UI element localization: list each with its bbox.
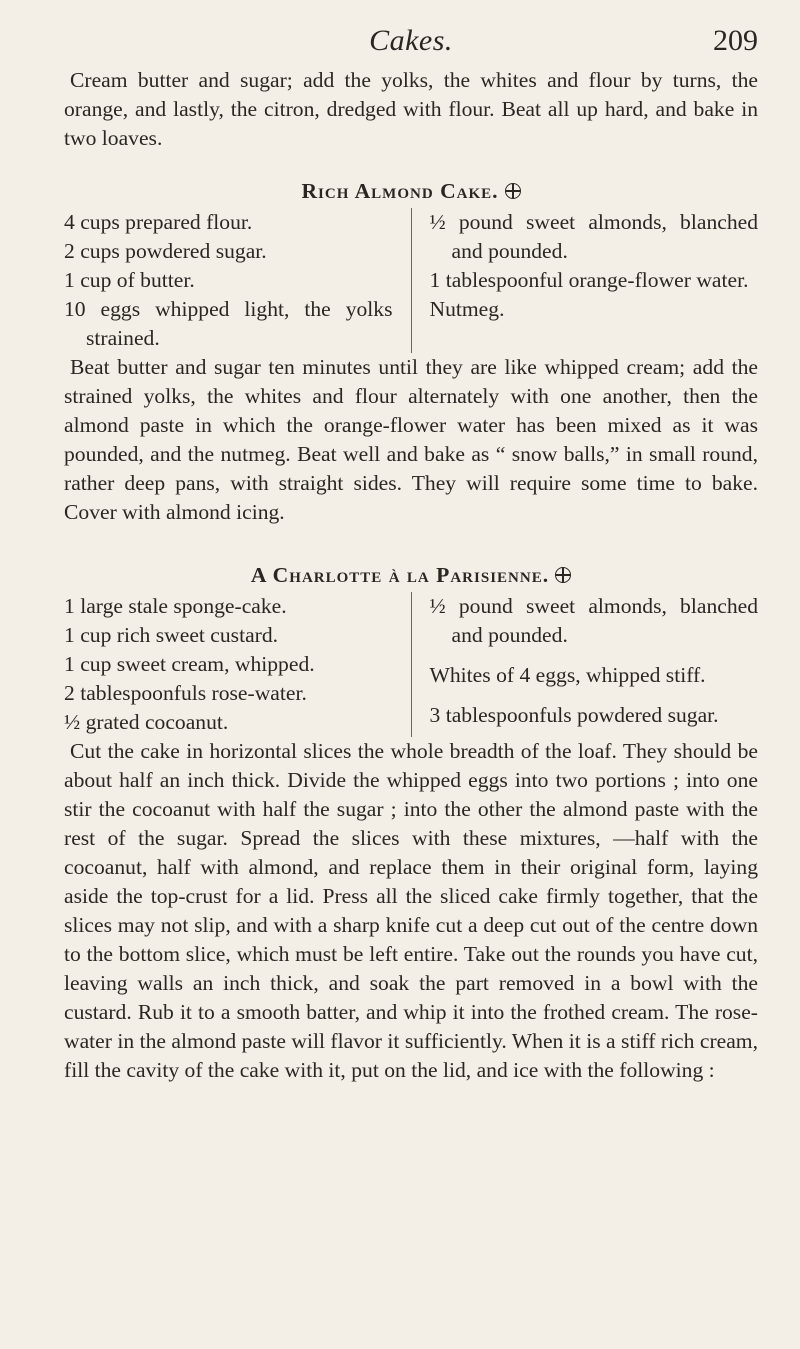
ingredient-item: Nutmeg. (429, 297, 505, 321)
page-number: 209 (713, 24, 758, 57)
ingredient-item: ½ grated cocoanut. (64, 710, 229, 734)
column-divider (411, 592, 412, 737)
ingredient-item: 2 cups powdered sugar. (64, 239, 267, 263)
circled-cross-icon (555, 567, 571, 583)
ingredient-item: 1 cup sweet cream, whipped. (64, 652, 315, 676)
ingredient-item: 1 large stale sponge-cake. (64, 594, 287, 618)
recipe-title-text: A Charlotte à la Parisienne. (250, 563, 550, 587)
recipe-directions: Cut the cake in horizontal slices the whole breadth of the loaf. They should be about half an inch thick. Divide the whipped eggs into two portions ; into one stir the cocoanut with half the sugar ; into the other the almond paste with the rest of the sugar. Spread the slices with these mixtures, —half with the cocoanut, half with almond, and replace them in their original form, laying aside the top-crust for a lid. Press all the sliced cake firmly together, that the slices may not slip, and with a sharp knife cut a deep cut out of the centre down to the bottom slice, which must be left entire. Take out the rounds you have cut, leaving walls an inch thick, and soak the part removed in a bowl with the custard. Rub it to a smooth batter, and whip it into the frothed cream. The rose-water in the almond paste will flavor it sufficiently. When it is a stiff rich cream, fill the cavity of the cake with it, put on the lid, and ice with the following : (64, 739, 758, 1082)
ingredient-item: 1 cup rich sweet custard. (64, 623, 279, 647)
ingredients-columns (64, 592, 758, 737)
book-page (64, 14, 758, 1085)
running-head (64, 14, 758, 66)
recipe-directions: Beat butter and sugar ten minutes until they are like whipped cream; add the strained yolks, the whites and flour alternately with one another, then the almond paste in which the orange-flower water has been mixed as it was pounded, and the nutmeg. Beat well and bake as “ snow balls,” in small round, rather deep pans, with straight sides. They will require some time to bake. Cover with almond icing. (64, 355, 758, 524)
ingredient-item: 2 tablespoonfuls rose-water. (64, 681, 307, 705)
ingredient-item: 3 tablespoonfuls powdered sugar. (429, 703, 719, 727)
ingredients-left (64, 592, 393, 737)
ingredient-item: ½ pound sweet almonds, blanched and pounded. (429, 594, 758, 647)
recipe-title (64, 561, 758, 590)
intro-paragraph: Cream butter and sugar; add the yolks, the whites and flour by turns, the orange, and lastly, the citron, dredged with flour. Beat all up hard, and bake in two loaves. (64, 68, 758, 150)
column-divider (411, 208, 412, 353)
ingredients-right (430, 592, 759, 737)
ingredients-columns (64, 208, 758, 353)
circled-cross-icon (505, 183, 521, 199)
recipe-title-text: Rich Almond Cake. (301, 179, 499, 203)
ingredient-item: 10 eggs whipped light, the yolks strained. (64, 297, 393, 350)
ingredients-left (64, 208, 393, 353)
ingredient-item: Whites of 4 eggs, whipped stiff. (429, 663, 706, 687)
recipe-title (64, 177, 758, 206)
ingredients-right (430, 208, 759, 353)
running-title: Cakes. (369, 24, 453, 57)
ingredient-item: 1 cup of butter. (64, 268, 195, 292)
ingredient-item: 4 cups prepared flour. (64, 210, 253, 234)
ingredient-item: ½ pound sweet almonds, blanched and pounded. (429, 210, 758, 263)
recipe-charlotte-a-la-parisienne (64, 561, 758, 1085)
recipe-rich-almond-cake (64, 177, 758, 527)
ingredient-item: 1 tablespoonful orange-flower water. (429, 268, 749, 292)
